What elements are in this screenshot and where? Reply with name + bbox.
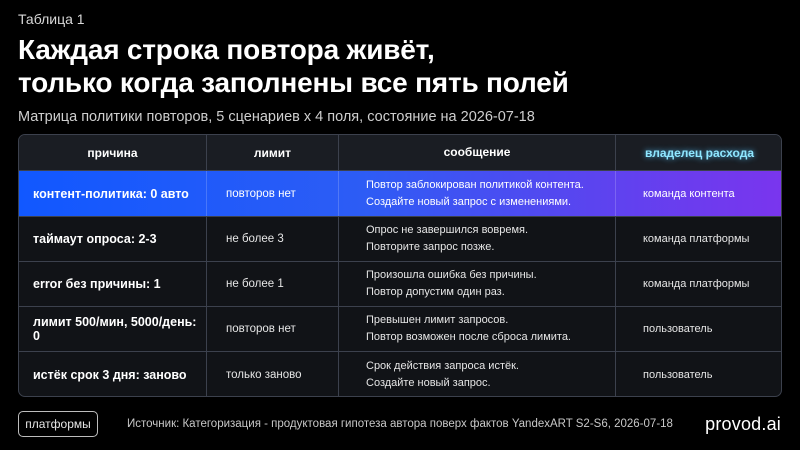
row-message bbox=[339, 217, 616, 261]
title-line-2: только когда заполнены все пять полей bbox=[18, 67, 569, 98]
row-owner: пользователь bbox=[643, 323, 713, 335]
header-message: сообщение bbox=[339, 135, 616, 170]
row-reason: контент-политика: 0 авто bbox=[19, 171, 207, 216]
table-row bbox=[19, 217, 782, 262]
row-message-line-2: Повтор допустим один раз. bbox=[366, 286, 505, 298]
table-number-label: Таблица 1 bbox=[18, 11, 85, 27]
row-limit: только заново bbox=[207, 352, 339, 397]
row-message-line-2: Создайте новый запрос. bbox=[366, 377, 491, 389]
page-title bbox=[18, 33, 778, 99]
row-reason: error без причины: 1 bbox=[19, 262, 207, 306]
row-message-line-1: Опрос не завершился вовремя. bbox=[366, 224, 529, 236]
retry-policy-table bbox=[18, 134, 782, 397]
row-message bbox=[339, 262, 616, 306]
row-message bbox=[339, 352, 616, 397]
title-line-1: Каждая строка повтора живёт, bbox=[18, 34, 435, 65]
row-message-line-2: Повторите запрос позже. bbox=[366, 241, 495, 253]
header-reason: причина bbox=[19, 135, 207, 170]
row-owner: команда платформы bbox=[643, 233, 750, 245]
row-limit: повторов нет bbox=[207, 307, 339, 351]
row-message-line-2: Создайте новый запрос с изменениями. bbox=[366, 195, 572, 208]
row-reason: таймаут опроса: 2-3 bbox=[19, 217, 207, 261]
row-message-line-2: Повтор возможен после сброса лимита. bbox=[366, 331, 571, 343]
table-row bbox=[19, 262, 782, 307]
table-row bbox=[19, 171, 782, 217]
row-message-line-1: Повтор заблокирован политикой контента. bbox=[366, 178, 584, 191]
table-row bbox=[19, 307, 782, 352]
row-limit: не более 3 bbox=[207, 217, 339, 261]
brand-logo: provod.ai bbox=[705, 414, 781, 434]
row-owner: пользователь bbox=[643, 369, 713, 381]
row-owner: команда платформы bbox=[643, 278, 750, 290]
table-header-row bbox=[19, 135, 782, 171]
page-subtitle: Матрица политики повторов, 5 сценариев х 4 поля, состояние на 2026-07-18 bbox=[18, 109, 535, 125]
header-cost-owner: владелец расхода bbox=[644, 145, 754, 160]
platform-badge: платформы bbox=[18, 411, 98, 437]
header-limit: лимит bbox=[207, 135, 339, 170]
row-message-line-1: Срок действия запроса истёк. bbox=[366, 360, 519, 372]
row-owner: команда контента bbox=[643, 187, 735, 200]
row-limit: повторов нет bbox=[207, 171, 339, 216]
row-reason: лимит 500/мин, 5000/день: 0 bbox=[19, 307, 207, 351]
row-message-line-1: Произошла ошибка без причины. bbox=[366, 269, 537, 281]
row-message-line-1: Превышен лимит запросов. bbox=[366, 314, 509, 326]
row-message bbox=[339, 171, 616, 216]
table-row bbox=[19, 352, 782, 397]
row-message bbox=[339, 307, 616, 351]
row-reason: истёк срок 3 дня: заново bbox=[19, 352, 207, 397]
row-limit: не более 1 bbox=[207, 262, 339, 306]
source-note: Источник: Категоризация - продуктовая гипотеза автора поверх фактов YandexART S2-S6, 2026-07-18 bbox=[127, 418, 673, 430]
